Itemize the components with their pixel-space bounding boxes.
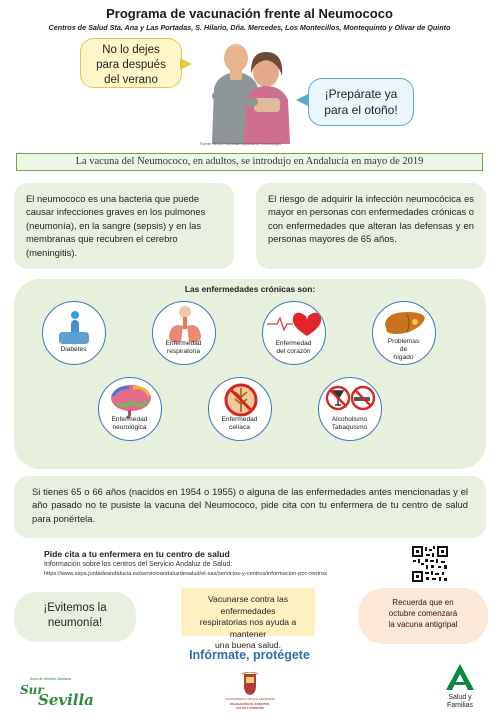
appointment-title: Pide cita a tu enfermera en tu centro de salud [44, 549, 230, 559]
disease-label: Enfermedad [221, 416, 258, 423]
disease-label: respiratoria [167, 348, 200, 355]
disease-label: Problemas [387, 338, 420, 345]
risk-info-card: El riesgo de adquirir la infección neumocócica es mayor en personas con enfermedades crónicas o con enfermedades que alteran las defensas y en personas mayores de 65 años. [256, 183, 486, 269]
page-title: Programa de vacunación frente al Neumococo [106, 6, 393, 21]
junta-andalucia-logo [438, 662, 482, 718]
photo-credit: Fuente: SEGG, Sociedad Española de Gerontología [200, 142, 282, 146]
qr-code-icon[interactable] [411, 545, 449, 583]
speech-bubble-left [80, 38, 182, 88]
flu-reminder-line: Recuerda que en [392, 598, 454, 607]
delegation-line: DELEGACIÓN DE JUVENTUD, [230, 702, 270, 706]
disease-item-celiac [208, 377, 272, 441]
flu-reminder-line: la vacuna antigripal [388, 619, 458, 629]
disease-label: hígado [393, 354, 414, 361]
ayuntamiento-logo [218, 672, 282, 718]
vaccination-benefit-line: respiratorias nos ayuda a mantener [199, 617, 297, 639]
delegation-name [218, 703, 282, 710]
vaccination-benefit-line: Vacunarse contra las enfermedades [207, 594, 289, 616]
junta-department-line: Familias [446, 702, 474, 710]
prevent-pneumonia-pill [14, 592, 136, 642]
sur-sevilla-logo-sevilla: Sevilla [38, 691, 94, 709]
disease-label: Alcoholismo [331, 416, 368, 423]
diabetes-finger-icon [43, 302, 106, 365]
disease-label: de [399, 346, 408, 353]
elderly-couple-photo [196, 36, 300, 144]
speech-bubble-left-line: para después [96, 59, 166, 71]
disease-item-alcohol-tobacco [318, 377, 382, 441]
disease-item-respiratory [152, 301, 216, 365]
disease-label: celíaca [229, 424, 250, 431]
disease-label: del corazón [276, 348, 311, 355]
sur-sevilla-logo [20, 677, 94, 711]
vaccination-benefit-line: una buena salud. [215, 640, 281, 651]
disease-label: Tabaquismo [331, 424, 368, 431]
disease-item-liver [372, 301, 436, 365]
junta-andalucia-icon [438, 662, 482, 692]
health-centers-link[interactable]: https://www.sspa.juntadeandalucia.es/servicioandaluzdesalud/el-sas/servicios-y-centros/informacion-por-centros [44, 571, 327, 577]
eligibility-info-card: Si tienes 65 o 66 años (nacidos en 1954 o 1955) o alguna de las enfermedades antes mencionadas y el año pasado no te pusiste la vacuna del Neumococo, pide cita con tu enfermera de tu centro de salud para ponértela. [14, 476, 486, 538]
pneumococcus-info-card: El neumococo es una bacteria que puede causar infecciones graves en los pulmones (neumonía), en la sangre (sepsis) y en las membranas que recubren el cerebro (meningitis). [14, 183, 234, 269]
slogan: Infórmate, protégete [189, 648, 310, 662]
appointment-info: Información sobre los centros del Servicio Andaluz de Salud: [44, 561, 233, 568]
disease-label: Enfermedad [165, 340, 202, 347]
chronic-diseases-panel [14, 279, 486, 469]
flu-reminder-line: octubre comenzará [388, 608, 458, 618]
vaccination-benefit-box [181, 588, 315, 651]
ayuntamiento-name: AYUNTAMIENTO DE DOS HERMANAS [225, 697, 275, 701]
introduction-banner: La vacuna del Neumococo, en adultos, se introdujo en Andalucía en mayo de 2019 [16, 153, 483, 171]
flu-vaccine-reminder-pill [358, 588, 488, 644]
disease-item-diabetes [42, 301, 106, 365]
prevent-pneumonia-line: neumonía! [47, 617, 103, 629]
health-centers-subtitle: Centros de Salud Sta. Ana y Las Portadas, S. Hilario, Dña. Mercedes, Los Montecillos, Montequinto y Olivar de Quinto [48, 23, 451, 32]
junta-department-line: Salud y [448, 694, 472, 701]
speech-bubble-right-line: ¡Prepárate ya [324, 87, 398, 101]
speech-bubble-left-line: del verano [104, 74, 158, 86]
speech-bubble-right [308, 78, 414, 126]
chronic-diseases-title: Las enfermedades crónicas son: [184, 284, 316, 294]
prevent-pneumonia-line: ¡Evitemos la [43, 602, 107, 614]
disease-item-heart [262, 301, 326, 365]
speech-bubble-left-line: No lo dejes [102, 44, 160, 56]
disease-label: Enfermedad [111, 416, 148, 423]
disease-label: Enfermedad [275, 340, 312, 347]
sur-sevilla-logo-caption: Área de Gestión Sanitaria [30, 677, 72, 681]
disease-label: Diabetes [60, 346, 87, 353]
speech-bubble-left-tail [180, 58, 192, 70]
coat-of-arms-icon [218, 672, 282, 696]
disease-label: neurológica [112, 424, 147, 431]
speech-bubble-right-line: para el otoño! [324, 103, 398, 117]
delegation-line: SALUD Y CONSUMO [236, 705, 264, 710]
sur-sevilla-logo-sur: Sur [20, 683, 44, 697]
junta-department [438, 694, 482, 711]
disease-item-neurological [98, 377, 162, 441]
